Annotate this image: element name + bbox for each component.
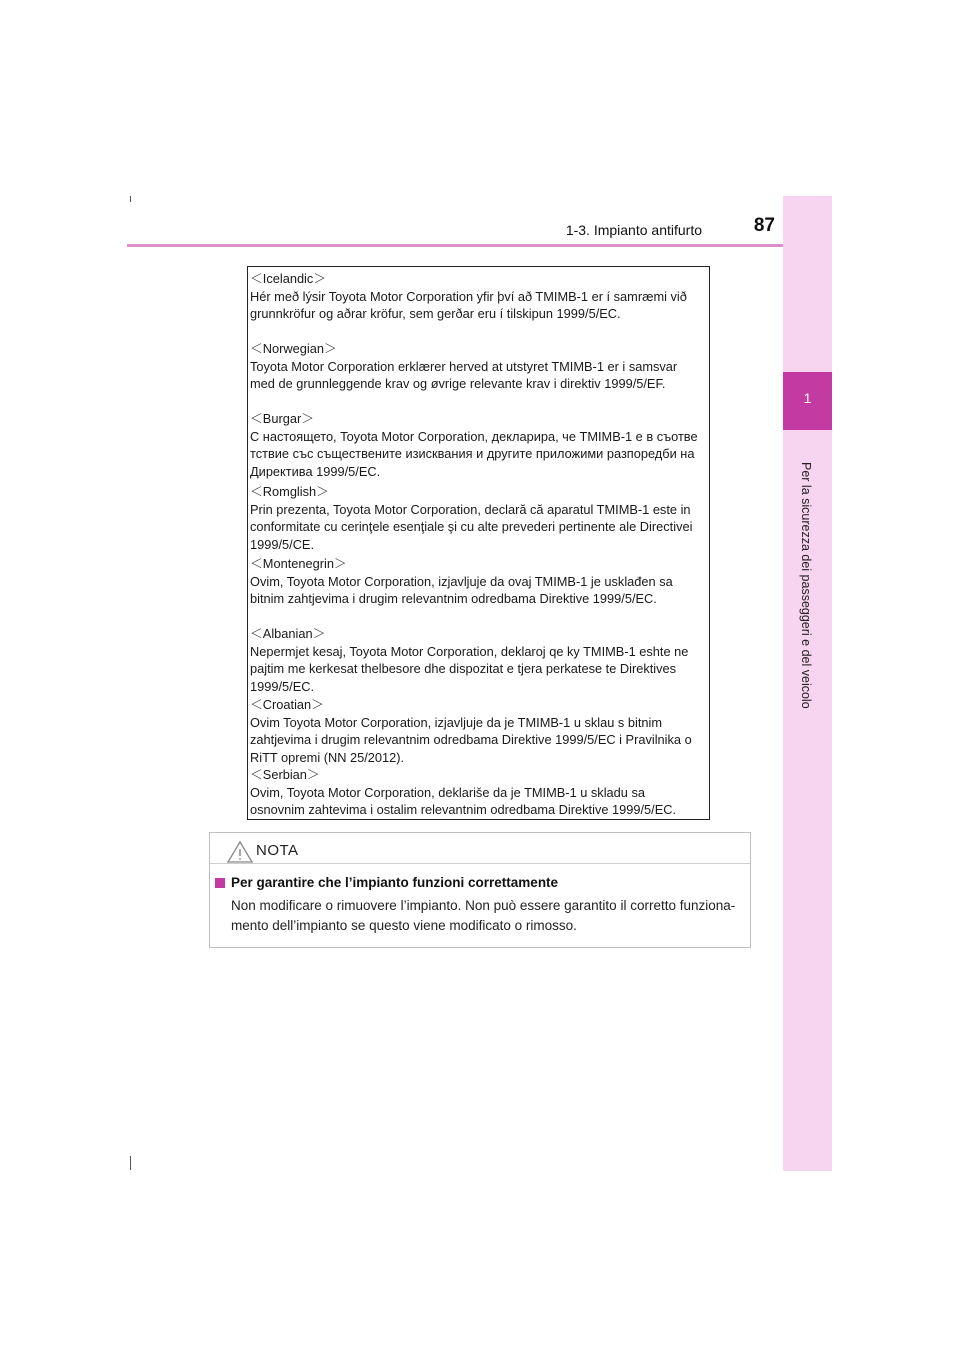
language-label: ＜Burgar＞: [250, 411, 315, 426]
warning-triangle-icon: [227, 841, 253, 863]
declaration-text: С настоящето, Toyota Motor Corporation, декларира, че TMIMB-1 е в съотве тствие със съществените изисквания и другите приложими разпоредби на Директива 1999/5/ЕС.: [250, 428, 698, 479]
declaration-text: Prin prezenta, Toyota Motor Corporation, declară că aparatul TMIMB-1 este in conformitate cu cerinţele esenţiale şi cu alte prevederi pertinente ale Directivei 1999/5/CE.: [250, 501, 693, 552]
declaration-text: Toyota Motor Corporation erklærer herved at utstyret TMIMB-1 er i samsvar med de grunnleggende krav og øvrige relevante krav i direktiv 1999/5/EF.: [250, 358, 678, 391]
declaration-romglish: [250, 483, 710, 553]
nota-divider: [210, 863, 750, 864]
chapter-number: 1: [803, 390, 812, 406]
declaration-norwegian: [250, 340, 710, 393]
language-label: ＜Albanian＞: [250, 626, 326, 641]
declaration-icelandic: [250, 270, 710, 323]
language-label: ＜Montenegrin＞: [250, 556, 347, 571]
section-title: 1-3. Impianto antifurto: [565, 222, 702, 238]
declaration-text: Ovim, Toyota Motor Corporation, deklariše da je TMIMB-1 u skladu sa osnovnim zahtevima i ostalim relevantnim odredbama Direktive 1999/5/EC.: [250, 784, 677, 817]
declaration-box: [247, 266, 710, 820]
declaration-croatian: [250, 696, 710, 766]
declaration-serbian: [250, 766, 710, 819]
declaration-text: Ovim, Toyota Motor Corporation, izjavljuje da ovaj TMIMB-1 je usklađen sa bitnim zahtjevima i drugim relevantnim odredbama Direktive 1999/5/EC.: [250, 573, 673, 606]
chapter-title: Per la sicurezza dei passeggeri e del veicolo: [799, 462, 813, 709]
nota-heading: NOTA: [256, 842, 299, 859]
nota-box: [209, 832, 751, 948]
header-rule: [127, 244, 832, 247]
declaration-text: Nepermjet kesaj, Toyota Motor Corporation, deklaroj qe ky TMIMB-1 eshte ne pajtim me kerkesat thelbesore dhe dispozitat e tjera perkatese te Direktives 1999/5/EC.: [250, 643, 689, 694]
declaration-burgar: [250, 410, 710, 480]
language-label: ＜Norwegian＞: [250, 341, 337, 356]
nota-subheading: Per garantire che l’impianto funzioni correttamente: [231, 875, 559, 890]
square-bullet-icon: [215, 878, 225, 888]
language-label: ＜Serbian＞: [250, 767, 320, 782]
declaration-albanian: [250, 625, 710, 695]
nota-body: Non modificare o rimuovere l’impianto. Non può essere garantito il corretto funziona- mento dell’impianto se questo viene modificato o rimosso.: [231, 898, 736, 933]
language-label: ＜Icelandic＞: [250, 271, 327, 286]
language-label: ＜Romglish＞: [250, 484, 329, 499]
crop-mark: [130, 1156, 131, 1170]
page-number: 87: [753, 215, 775, 236]
declaration-text: Ovim Toyota Motor Corporation, izjavljuje da je TMIMB-1 u sklau s bitnim zahtjevima i drugim relevantnim odredbama Direktive 1999/5/EC i Pravilnika o RiTT opremi (NN 25/2012).: [250, 714, 692, 765]
language-label: ＜Croatian＞: [250, 697, 324, 712]
crop-mark: [130, 196, 131, 202]
declaration-montenegrin: [250, 555, 710, 608]
declaration-text: Hér með lýsir Toyota Motor Corporation yfir því að TMIMB-1 er í samræmi við grunnkröfur og aðrar kröfur, sem gerðar eru í tilskipun 1999/5/EC.: [250, 288, 687, 321]
